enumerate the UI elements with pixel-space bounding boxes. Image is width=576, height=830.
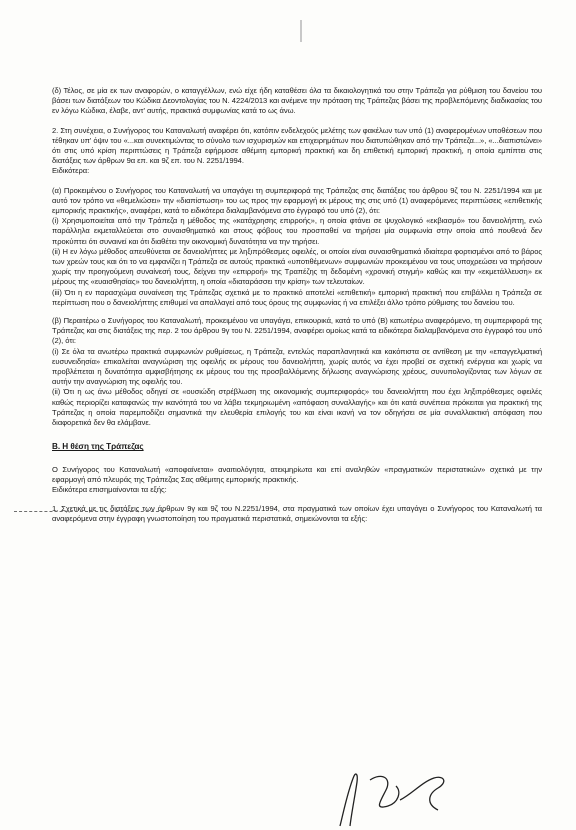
paragraph-2: 2. Στη συνέχεια, ο Συνήγορος του Καταναλωτή αναφέρει ότι, κατόπιν ενδελεχούς μελέτης των φακέλων των υπό (1) αναφερομένων υποθέσεων που τέθηκαν υπ' όψιν του «...και συνεκτιμώντας το σύνολο των ισχυρισμών και επιχειρημάτων που διατυπώθηκαν από την Τράπεζα...», «...διαπιστώνει» ότι στις υπό κρίση περιπτώσεις η Τράπεζα εφήρμοσε αθέμιτη εμπορική πρακτική και δη επιθετική εμπορική πρακτική, η οποία εμπίπτει στις διατάξεις των άρθρων 9α επ. και 9ζ επ. του Ν. 2251/1994.	[52, 125, 542, 166]
paragraph-alpha: (α) Προκειμένου ο Συνήγορος του Καταναλωτή να υπαγάγει τη συμπεριφορά της Τράπεζας στις διατάξεις του άρθρου 9ζ του Ν. 2251/1994 και με αυτό τον τρόπο να «θεμελιώσει» την «διαπίστωση» του ως προς την εφαρμογή εκ μέρους της στις υπό (1) αναφερόμενες περιπτώσεις «επιθετικής εμπορικής πρακτικής», αναφέρει, κατά το ειδικότερα διαλαμβανόμενα στο έγγραφό του υπό (2), ότι:	[52, 185, 542, 216]
document-body	[52, 86, 542, 534]
paragraph-alpha-iii: (iii) Ότι η εν παρασχώμα συναίνεση της Τράπεζας σχετικά με το πρακτικό αποτελεί «επιθετική» εμπορική πρακτική που επιβάλλει η Τράπεζα σε περίπτωση που ο δανειολήπτης επιθυμεί να απαλλαγεί από τους όρους της συμφωνίας ή να επιλέξει άλλο τρόπο ρύθμισης του δανείου του.	[52, 287, 542, 307]
paragraph-alpha-i: (i) Χρησιμοποιείται από την Τράπεζα η μέθοδος της «κατάχρησης επιρροής», η οποία φτάνει σε ψυχολογικό «εκβιασμό» του δανειολήπτη, ενώ παράλληλα εκμεταλλεύεται στο συναισθηματικό και στους φόβους του προσπαθεί να τηρήσει μία συμφωνία στην οποία από πουθενά δεν προκύπτει ότι συναινεί και ότι διαθέτει την οικονομική δυνατότητα να την τηρήσει.	[52, 216, 542, 246]
handwritten-signature	[330, 770, 480, 828]
paragraph-alpha-ii: (ii) Η εν λόγω μέθοδος απευθύνεται σε δανειολήπτες με ληξιπρόθεσμες οφειλές, οι οποίοι είναι συναισθηματικά ιδιαίτερα φορτισμένοι από το βάρος των χρεών τους και ότι το να εμφανίζει η Τράπεζα σε αυτούς πρακτικά «υποτιθέμενων» συμφωνιών προκειμένου να τους υποχρεώσει να τηρήσουν χωρίς την προηγούμενη συναίνεσή τους, δείχνει την «επιρροή» της Τραπέζης τη δεδομένη «χρονική στιγμή» καθώς και την «εκμετάλλευση» εκ μέρους της «ευαισθησίας» του δανειολήπτη, η οποία «διαταράσσει την κρίση» των τελευταίων.	[52, 246, 542, 287]
paragraph-beta-ii: (ii) Ότι η ως άνω μέθοδος οδηγεί σε «ουσιώδη στρέβλωση της οικονομικής συμπεριφοράς» του δανειολήπτη που έχει ληξιπρόθεσμες οφειλές καθώς περιορίζει καταφανώς την ικανότητά του να λάβει τεκμηριωμένη «απόφαση συναλλαγής» και ότι κατά συνέπεια πρόκειται για πρακτική της Τράπεζας η οποία παρεμποδίζει σημαντικά την ελευθερία επιλογής του και είναι ικανή να τον οδηγήσει σε μία συναλλακτική απόφαση που διαφορετικά δεν θα ελάμβανε.	[52, 387, 542, 428]
paragraph-beta-i: (i) Σε όλα τα ανωτέρω πρακτικά συμφωνιών ρυθμίσεως, η Τράπεζα, εντελώς παραπλανητικά και κακόπιστα σε αντίθεση με την «επαγγελματική ευσυνειδησία» επικαλείται αναγνώριση της οφειλής εκ μέρους του δανειολήπτη, χωρίς αυτός να έχει προβεί σε σχετική ενέργεια και χωρίς να προβλέπεται η δυνατότητα αμφισβήτησης εκ μέρους του της προσβαλλόμενης δήλωσης αναγνώρισης χρέους, συνυπολογίζοντας των λόγων σε αυτήν την αναγνώριση της οφειλής του.	[52, 346, 542, 387]
section-heading-bank-position: Β. Η θέση της Τράπεζας	[52, 442, 144, 452]
paragraph-beta: (β) Περαιτέρω ο Συνήγορος του Καταναλωτή, προκειμένου να υπαγάγει, επικουρικά, κατά το υπό (Β) κατωτέρω αναφερόμενο, τη συμπεριφορά της Τράπεζας και στις διατάξεις της περ. 2 του άρθρου 9γ του Ν. 2251/1994, αναφέρει ομοίως κατά τα ειδικότερα διαλαμβανόμενα στο έγγραφό του υπό (2), ότι:	[52, 316, 542, 346]
scan-artifact	[300, 20, 302, 42]
paragraph-2-specifically: Ειδικότερα:	[52, 166, 90, 176]
paragraph-ombudsman: Ο Συνήγορος του Καταναλωτή «αποφαίνεται» αναιτιολόγητα, ατεκμηρίωτα και επί αναληθών «πραγματικών περιστατικών» σχετικά με την εφαρμογή από πλευράς της Τράπεζας Σας αθέμιτης εμπορικής πρακτικής.	[52, 464, 542, 484]
paragraph-specifically: Ειδικότερα επισημαίνονται τα εξής:	[52, 484, 167, 494]
scan-dashed-line	[14, 511, 164, 512]
paragraph-1-articles: 1. Σχετικά με τις διατάξεις των άρθρων 9γ και 9ζ του Ν.2251/1994, στα πραγματικά των οποίων έχει υπαγάγει ο Συνήγορος του Καταναλωτή τα αναφερόμενα στην έγγραφη γνωστοποίηση του πραγματικά περιστατικά, σημειώνονται τα εξής:	[52, 504, 542, 524]
paragraph-delta: (δ) Τέλος, σε μία εκ των αναφορών, ο καταγγέλλων, ενώ είχε ήδη καταθέσει όλα τα δικαιολογητικά του στην Τράπεζα για ρύθμιση του δανείου του βάσει των διατάξεων του Κώδικα Δεοντολογίας του Ν. 4224/2013 και ανέμενε την πρόταση της Τράπεζας βάσει της προβλεπόμενης διαδικασίας του εν λόγω Κώδικα, έλαβε, αντ' αυτής, πρακτικά συμφωνίας κατά το ως άνω.	[52, 86, 542, 116]
